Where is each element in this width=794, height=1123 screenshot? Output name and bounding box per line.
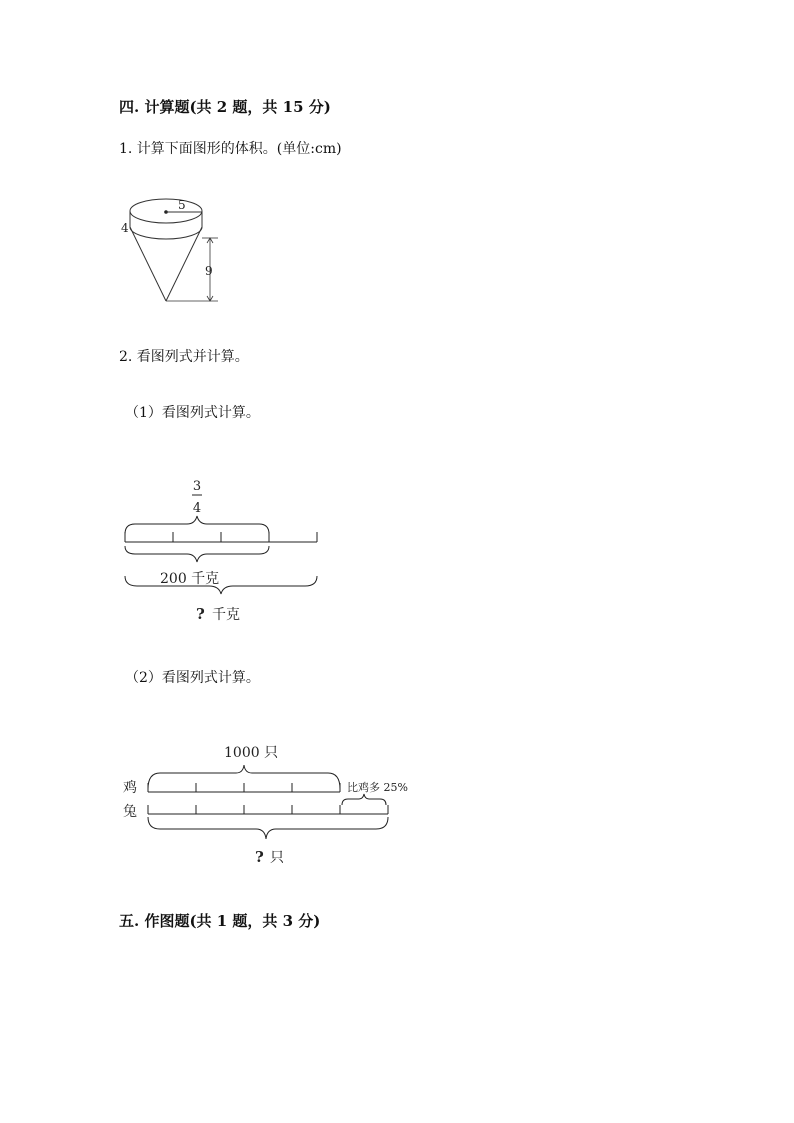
cylinder-height-label: 4 <box>121 221 129 235</box>
total-chicken-label: 1000 只 <box>224 745 279 761</box>
section-4-title: 四. 计算题(共 2 题，共 15 分) <box>119 98 331 116</box>
question-1-text: 1. 计算下面图形的体积。(单位:cm) <box>119 141 342 157</box>
unknown-mark: ? <box>255 848 264 866</box>
top-brace <box>125 516 269 534</box>
part-1-label: （1）看图列式计算。 <box>125 405 260 421</box>
total-brace <box>125 576 317 594</box>
fraction-denominator: 4 <box>192 501 202 516</box>
unknown-mark: ? <box>196 605 205 623</box>
radius-label: 5 <box>178 198 186 212</box>
known-value-label: 200 千克 <box>160 571 220 587</box>
section-5-title: 五. 作图题(共 1 题，共 3 分) <box>119 912 321 930</box>
cylinder-cone-figure <box>110 180 240 310</box>
cone-left-edge <box>130 227 166 301</box>
fraction-numerator: 3 <box>192 479 202 494</box>
row-chicken-label: 鸡 <box>123 780 137 796</box>
row-rabbit-label: 兔 <box>123 804 137 820</box>
unknown-unit: 只 <box>270 850 284 866</box>
rabbit-brace <box>148 817 388 839</box>
cone-right-edge <box>166 227 202 301</box>
cylinder-bottom-arc <box>130 227 202 239</box>
extra-brace <box>342 794 386 805</box>
question-2-text: 2. 看图列式并计算。 <box>119 349 249 365</box>
extra-label: 比鸡多 25% <box>347 781 408 794</box>
cone-height-label: 9 <box>205 264 213 278</box>
middle-brace <box>125 546 269 562</box>
part-2-label: （2）看图列式计算。 <box>125 670 260 686</box>
part-2-diagram <box>115 735 435 875</box>
unknown-unit: 千克 <box>212 607 240 623</box>
part-1-diagram <box>115 470 335 630</box>
